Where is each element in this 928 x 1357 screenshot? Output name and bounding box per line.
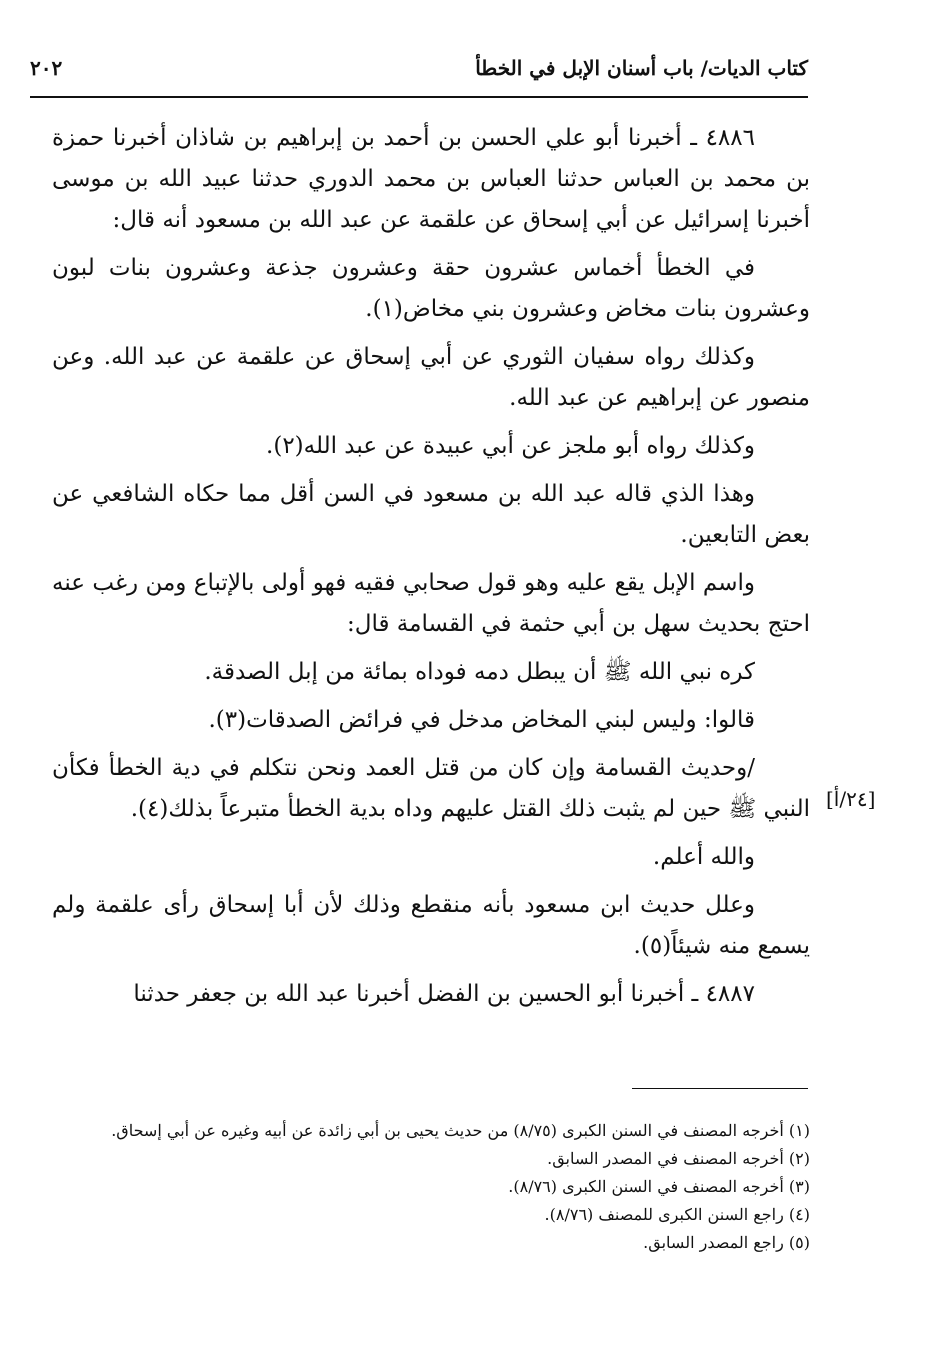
- footnote-divider: [632, 1088, 808, 1089]
- chapter-title: كتاب الديات/ باب أسنان الإبل في الخطأ: [475, 56, 808, 80]
- text-paragraph: وكذلك رواه سفيان الثوري عن أبي إسحاق عن علقمة عن عبد الله. وعن منصور عن إبراهيم عن عبد الله.: [52, 344, 810, 411]
- running-header: [30, 52, 808, 98]
- hadith-paragraph: ٤٨٨٦ ـ أخبرنا أبو علي الحسن بن أحمد بن إبراهيم بن شاذان أخبرنا حمزة بن محمد بن العباس حدثنا العباس بن محمد الدوري حدثنا عبيد الله بن موسى أخبرنا إسرائيل عن أبي إسحاق عن علقمة عن عبد الله بن مسعود أنه قال:: [52, 125, 810, 233]
- footnote: (٤) راجع السنن الكبرى للمصنف (٨/٧٦).: [544, 1205, 810, 1224]
- footnote: (١) أخرجه المصنف في السنن الكبرى (٨/٧٥) من حديث يحيى بن أبي زائدة عن أبيه وغيره عن أبي إسحاق.: [111, 1121, 810, 1140]
- text-paragraph: وهذا الذي قاله عبد الله بن مسعود في السن أقل مما حكاه الشافعي عن بعض التابعين.: [52, 481, 810, 548]
- quote-paragraph: كره نبي الله ﷺ أن يبطل دمه فوداه بمائة من إبل الصدقة.: [204, 659, 755, 685]
- manuscript-folio-marker: [٢٤/أ]: [826, 787, 876, 811]
- hadith-paragraph: ٤٨٨٧ ـ أخبرنا أبو الحسين بن الفضل أخبرنا عبد الله بن جعفر حدثنا: [133, 981, 755, 1007]
- text-paragraph: واسم الإبل يقع عليه وهو قول صحابي فقيه فهو أولى بالإتباع ومن رغب عنه احتج بحديث سهل بن أبي حثمة في القسامة قال:: [52, 570, 810, 637]
- main-text: [52, 118, 810, 1022]
- footnote: (٣) أخرجه المصنف في السنن الكبرى (٨/٧٦).: [508, 1177, 810, 1196]
- text-paragraph: والله أعلم.: [652, 844, 755, 870]
- text-paragraph: في الخطأ أخماس عشرون حقة وعشرون جذعة وعشرون بنات لبون وعشرون بنات مخاض وعشرون بني مخاض(١).: [52, 255, 810, 322]
- text-paragraph: /وحديث القسامة وإن كان من قتل العمد ونحن نتكلم في دية الخطأ فكأن النبي ﷺ حين لم يثبت ذلك القتل عليهم وداه بدية الخطأ متبرعاً بذلك(٤).: [52, 755, 810, 822]
- footnotes: [52, 1118, 810, 1258]
- footnote: (٥) راجع المصدر السابق.: [643, 1233, 810, 1252]
- page-number: ٢٠٢: [30, 56, 63, 80]
- text-paragraph: وكذلك رواه أبو ملجز عن أبي عبيدة عن عبد الله(٢).: [266, 433, 755, 459]
- text-paragraph: قالوا: وليس لبني المخاض مدخل في فرائض الصدقات(٣).: [208, 707, 755, 733]
- footnote: (٢) أخرجه المصنف في المصدر السابق.: [547, 1149, 810, 1168]
- text-paragraph: وعلل حديث ابن مسعود بأنه منقطع وذلك لأن أبا إسحاق رأى علقمة ولم يسمع منه شيئاً(٥).: [52, 892, 810, 959]
